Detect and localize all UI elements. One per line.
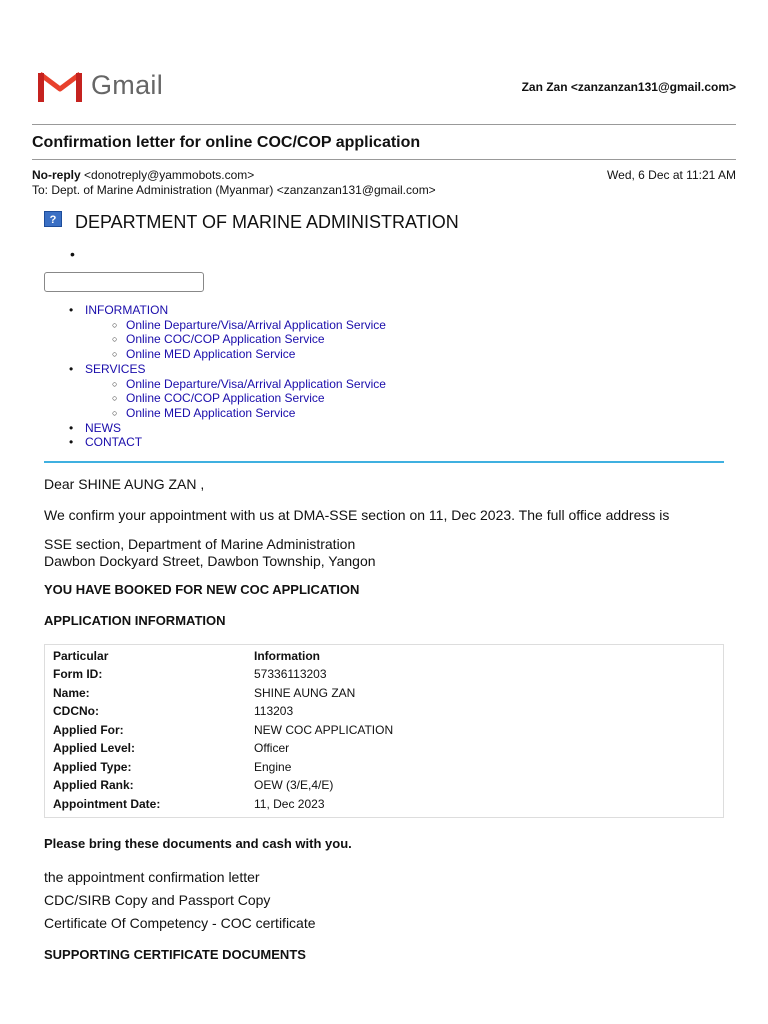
table-row: [53, 741, 290, 755]
nav-subitem[interactable]: ○ Online COC/COP Application Service: [85, 391, 386, 406]
table-value: Engine: [254, 759, 292, 774]
list-item: CDC/SIRB Copy and Passport Copy: [44, 892, 271, 908]
table-header-row: [53, 649, 320, 663]
empty-bullet: •: [70, 246, 75, 262]
application-info-table: [44, 644, 724, 818]
office-address: [44, 536, 376, 570]
nav-subitem[interactable]: ○ Online COC/COP Application Service: [85, 332, 386, 347]
email-to: To: Dept. of Marine Administration (Myanmar) <zanzanzan131@gmail.com>: [32, 183, 436, 197]
nav-subitem[interactable]: ○ Online Departure/Visa/Arrival Application Service: [85, 377, 386, 392]
nav-item-information[interactable]: • INFORMATION: [85, 303, 386, 318]
list-item: the appointment confirmation letter: [44, 869, 260, 885]
table-key: Form ID:: [53, 667, 103, 681]
application-info-heading: APPLICATION INFORMATION: [44, 613, 226, 628]
table-row: [53, 722, 394, 737]
nav-item-contact[interactable]: • CONTACT: [85, 435, 386, 450]
table-row: [53, 796, 325, 811]
list-item: Certificate Of Competency - COC certificate: [44, 915, 316, 931]
nav-subitem[interactable]: ○ Online MED Application Service: [85, 347, 386, 362]
documents-list: [44, 866, 316, 935]
table-key: CDCNo:: [53, 704, 99, 718]
table-key: Applied Level:: [53, 741, 136, 755]
table-header-cell: Information: [254, 649, 320, 663]
address-line: SSE section, Department of Marine Administration: [44, 536, 356, 552]
table-row: [53, 759, 292, 774]
site-nav: [85, 303, 386, 450]
booked-heading: YOU HAVE BOOKED FOR NEW COC APPLICATION: [44, 582, 360, 597]
table-value: Officer: [254, 741, 290, 755]
broken-image-icon: ?: [44, 211, 62, 227]
greeting: Dear SHINE AUNG ZAN ,: [44, 476, 205, 492]
sender-name: No-reply: [32, 168, 81, 182]
table-row: [53, 704, 294, 718]
gmail-logo-icon: [37, 70, 83, 103]
nav-item-services[interactable]: • SERVICES: [85, 362, 386, 377]
table-value: 113203: [254, 704, 294, 718]
bring-documents-heading: Please bring these documents and cash with you.: [44, 836, 352, 851]
nav-subitem[interactable]: ○ Online MED Application Service: [85, 406, 386, 421]
email-date: Wed, 6 Dec at 11:21 AM: [607, 168, 736, 182]
table-value: NEW COC APPLICATION: [254, 722, 394, 737]
table-row: [53, 685, 356, 700]
confirmation-text: We confirm your appointment with us at DMA-SSE section on 11, Dec 2023. The full office address is: [44, 507, 670, 523]
address-line: Dawbon Dockyard Street, Dawbon Township, Yangon: [44, 553, 376, 569]
table-key: Applied For:: [53, 722, 124, 737]
email-subject: Confirmation letter for online COC/COP application: [32, 134, 421, 151]
table-value: 57336113203: [254, 667, 327, 681]
gmail-logo-text: Gmail: [91, 70, 164, 100]
divider: [32, 124, 736, 125]
table-row: [53, 667, 327, 681]
table-key: Applied Rank:: [53, 778, 134, 792]
nav-item-news[interactable]: • NEWS: [85, 421, 386, 436]
table-value: OEW (3/E,4/E): [254, 778, 334, 792]
sender-address: <donotreply@yammobots.com>: [84, 168, 255, 182]
account-label: Zan Zan <zanzanzan131@gmail.com>: [521, 80, 736, 94]
table-key: Appointment Date:: [53, 796, 161, 811]
table-header-cell: Particular: [53, 649, 109, 663]
search-input[interactable]: [44, 272, 204, 292]
blue-divider: [44, 461, 724, 463]
site-title: DEPARTMENT OF MARINE ADMINISTRATION: [75, 212, 459, 232]
table-row: [53, 778, 334, 792]
nav-subitem[interactable]: ○ Online Departure/Visa/Arrival Application Service: [85, 318, 386, 333]
table-key: Name:: [53, 685, 90, 700]
divider: [32, 159, 736, 160]
table-value: SHINE AUNG ZAN: [254, 685, 356, 700]
supporting-documents-heading: SUPPORTING CERTIFICATE DOCUMENTS: [44, 947, 306, 962]
table-key: Applied Type:: [53, 759, 132, 774]
table-value: 11, Dec 2023: [254, 796, 325, 811]
email-from: [32, 168, 254, 182]
